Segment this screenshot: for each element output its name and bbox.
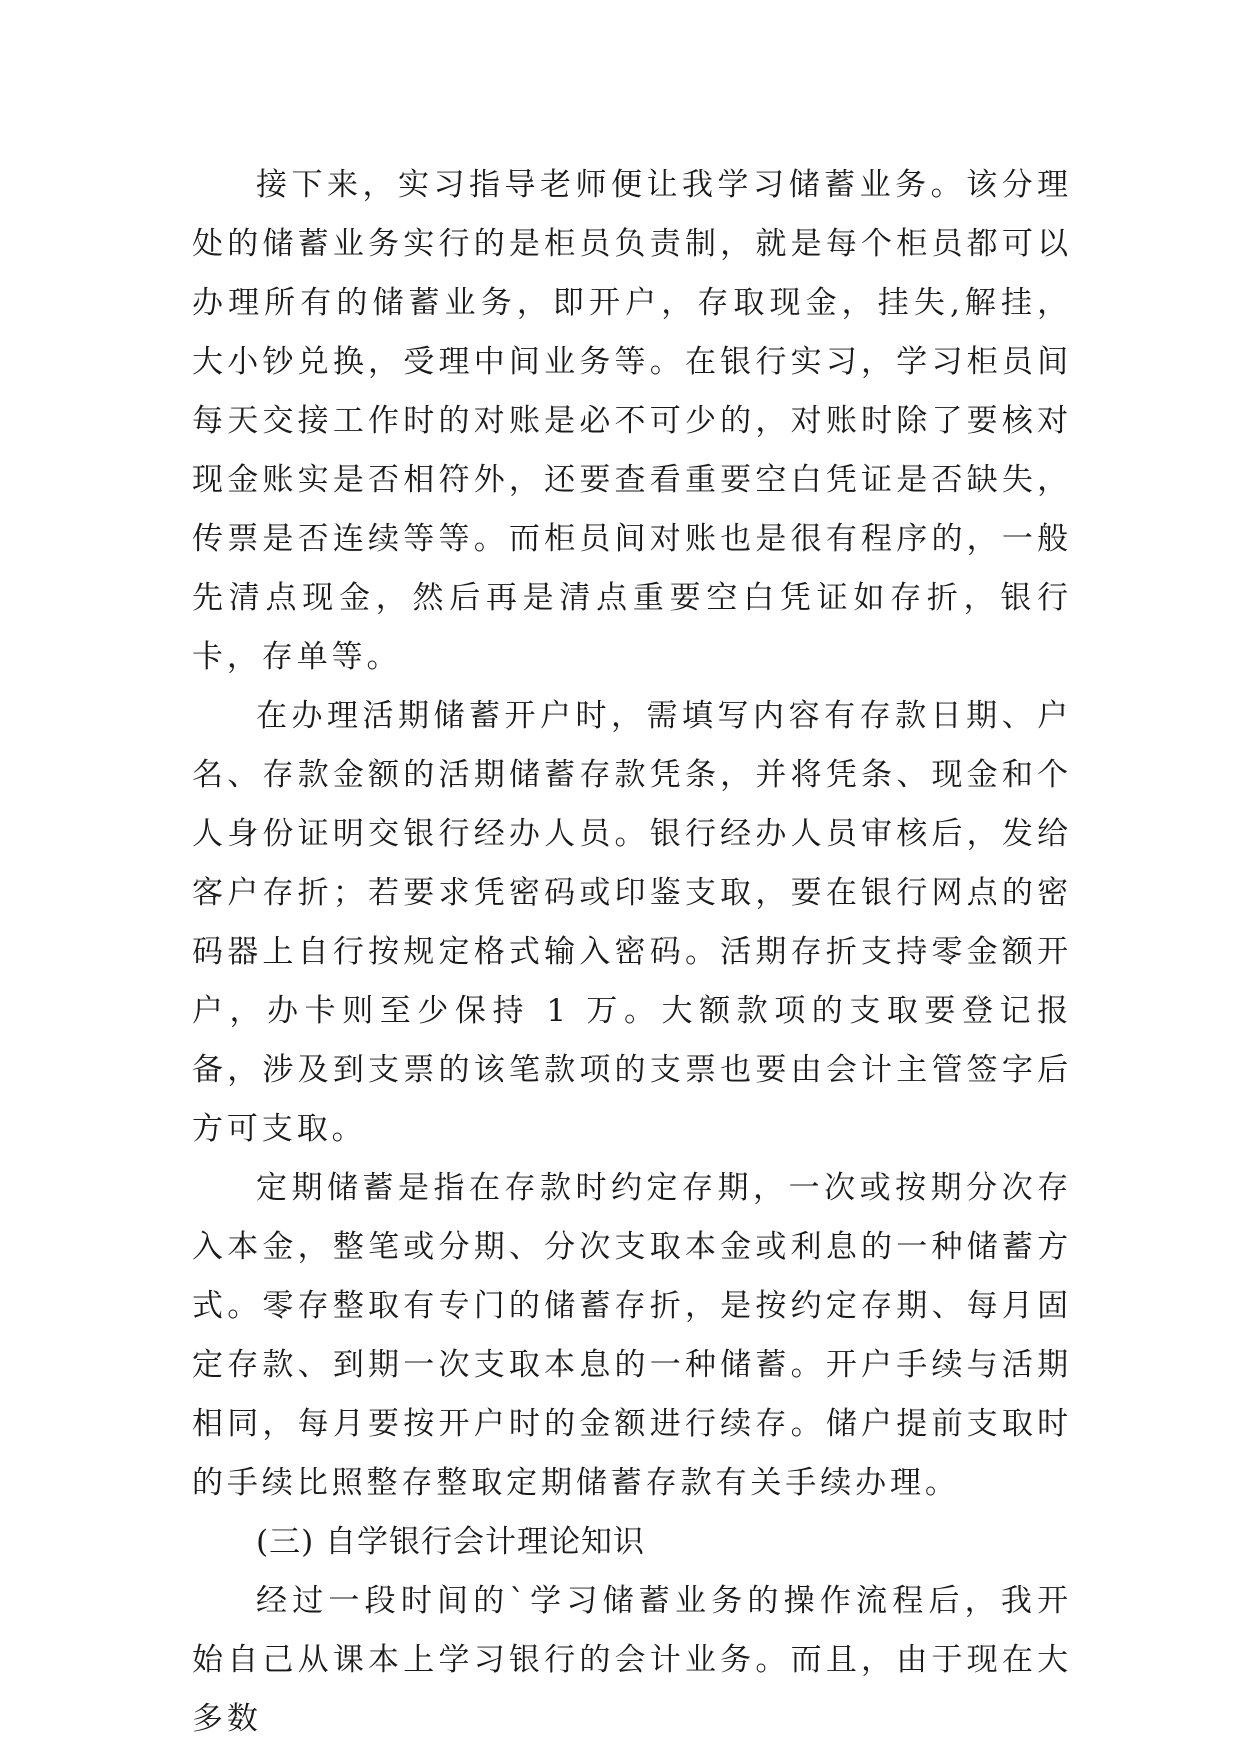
paragraph-self-study: 经过一段时间的`学习储蓄业务的操作流程后，我开始自己从课本上学习银行的会计业务。而且，由于现在大多数: [192, 1583, 1072, 1737]
paragraph-savings-business: 接下来，实习指导老师便让我学习储蓄业务。该分理处的储蓄业务实行的是柜员负责制，就是每个柜员都可以办理所有的储蓄业务，即开户，存取现金，挂失,解挂，大小钞兑换，受理中间业务等。在银行实习，学习柜员间每天交接工作时的对账是必不可少的，对账时除了要核对现金账实是否相符外，还要查看重要空白凭证是否缺失，传票是否连续等等。而柜员间对账也是很有程序的，一般先清点现金，然后再是清点重要空白凭证如存折，银行卡，存单等。: [192, 167, 1072, 675]
paragraph-demand-deposit: 在办理活期储蓄开户时，需填写内容有存款日期、户名、存款金额的活期储蓄存款凭条，并将凭条、现金和个人身份证明交银行经办人员。银行经办人员审核后，发给客户存折；若要求凭密码或印鉴支取，要在银行网点的密码器上自行按规定格式输入密码。活期存折支持零金额开户，办卡则至少保持 1 万。大额款项的支取要登记报备，涉及到支票的该笔款项的支票也要由会计主管签字后方可支取。: [192, 698, 1072, 1147]
section-heading: (三) 自学银行会计理论知识: [256, 1524, 646, 1560]
document-body: [192, 156, 1072, 1749]
paragraph-time-deposit: 定期储蓄是指在存款时约定存期，一次或按期分次存入本金，整笔或分期、分次支取本金或利息的一种储蓄方式。零存整取有专门的储蓄存折，是按约定存期、每月固定存款、到期一次支取本息的一种储蓄。开户手续与活期相同，每月要按开户时的金额进行续存。储户提前支取时的手续比照整存整取定期储蓄存款有关手续办理。: [192, 1170, 1072, 1501]
